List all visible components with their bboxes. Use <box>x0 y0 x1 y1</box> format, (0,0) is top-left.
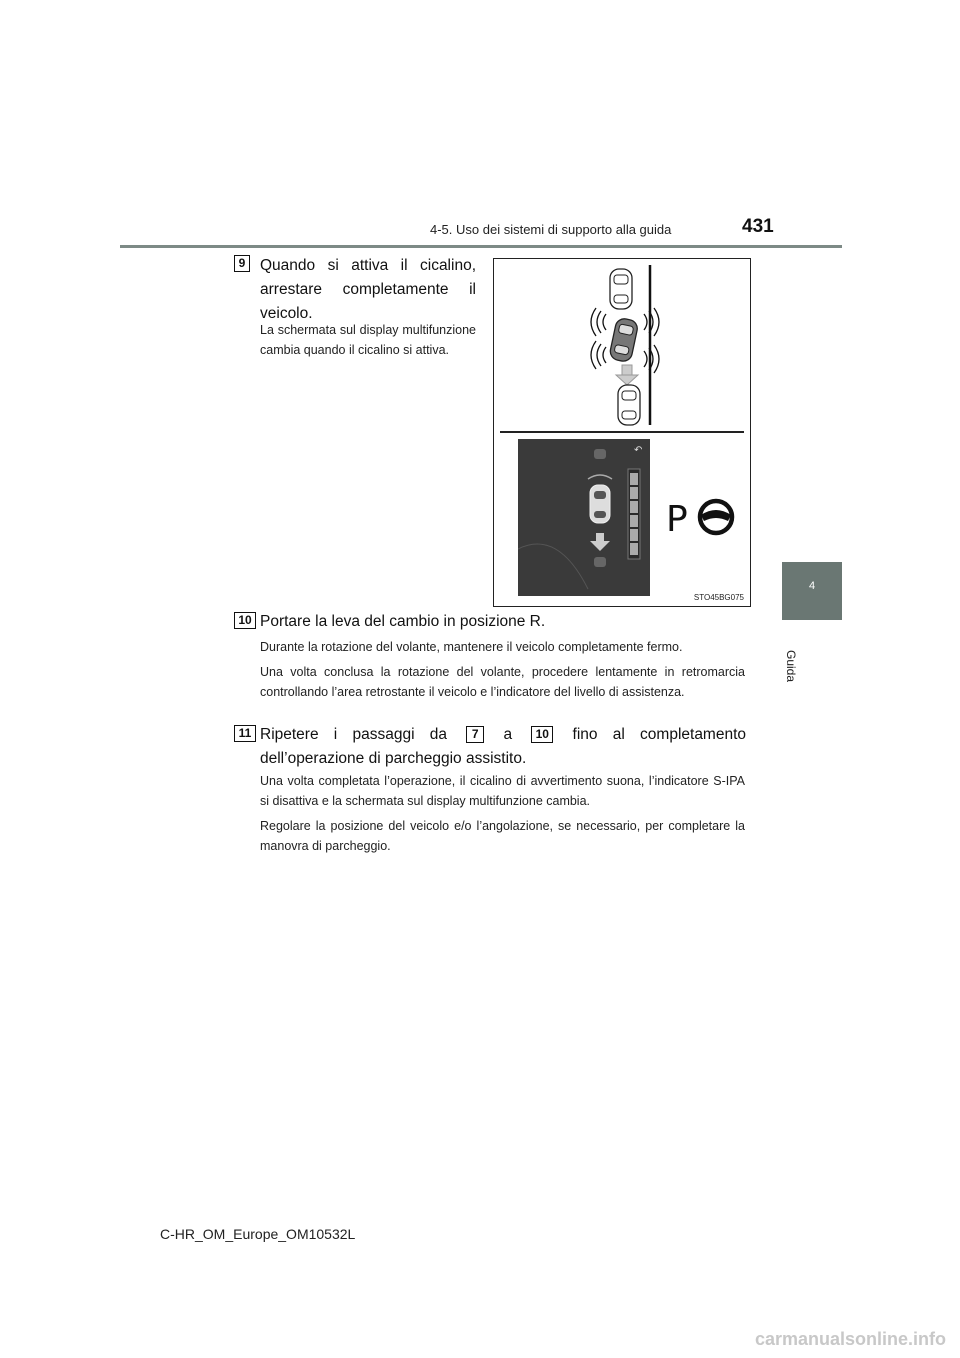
rear-parked-car <box>618 385 640 425</box>
step-10-note-2: Una volta conclusa la rotazione del volante, procedere lentamente in retromarcia controllando l’area retrostante il veicolo e l’indicatore del livello di assistenza. <box>260 665 745 699</box>
section-title: 4-5. Uso dei sistemi di supporto alla guida <box>430 222 672 237</box>
document-id: C-HR_OM_Europe_OM10532L <box>160 1226 356 1242</box>
chapter-number: 4 <box>808 580 816 592</box>
parking-scene <box>494 259 750 429</box>
own-vehicle <box>609 317 639 363</box>
multi-info-display <box>518 439 650 596</box>
step-9-title: Quando si attiva il cicalino, arrestare completamente il veicolo. <box>260 257 476 322</box>
chapter-label: Guida <box>784 650 798 683</box>
parking-illustration <box>493 258 751 607</box>
step-ref-7: 7 <box>466 726 484 743</box>
reverse-arrow-icon <box>616 365 638 385</box>
back-icon: ↶ <box>634 445 643 456</box>
parking-p-letter: P <box>666 499 688 540</box>
steering-wheel-icon <box>700 501 732 533</box>
front-parked-car <box>610 269 632 309</box>
assist-level-indicator <box>628 469 640 559</box>
step-10-note-1: Durante la rotazione del volante, mantenere il veicolo completamente fermo. <box>260 640 683 654</box>
step-10-title: Portare la leva del cambio in posizione R. <box>260 613 546 630</box>
step-11-note-2: Regolare la posizione del veicolo e/o l’angolazione, se necessario, per completare la manovra di parcheggio. <box>260 819 745 853</box>
illustration-code: STO45BG075 <box>693 593 744 602</box>
display-vehicle-icon <box>590 485 610 523</box>
watermark: carmanualsonline.info <box>754 1329 946 1349</box>
front-obstacle-icon <box>594 449 606 459</box>
step-badge-10: 10 <box>234 612 256 629</box>
illustration-divider <box>500 431 744 433</box>
step-11-title <box>260 723 746 771</box>
step-11-note-1: Una volta completata l’operazione, il cicalino di avvertimento suona, l’indicatore S-IPA si disattiva e la schermata sul display multifunzione cambia. <box>260 774 745 808</box>
step-9-note: La schermata sul display multifunzione cambia quando il cicalino si attiva. <box>260 323 476 357</box>
rear-obstacle-icon <box>594 557 606 567</box>
step-ref-10: 10 <box>531 726 553 743</box>
step-11-title-after: fino al completamento dell’operazione di parcheggio assistito. <box>260 726 747 767</box>
step-badge-11: 11 <box>234 725 256 742</box>
header-rule <box>120 245 842 248</box>
step-11-title-before: Ripetere i passaggi da <box>260 726 447 743</box>
display-reverse-arrow-icon <box>590 533 610 551</box>
chapter-tab[interactable] <box>782 562 842 620</box>
step-badge-9: 9 <box>234 255 250 272</box>
page-number: 431 <box>742 216 774 237</box>
s-ipa-indicator <box>660 491 750 541</box>
step-11-title-middle: a <box>503 726 513 743</box>
